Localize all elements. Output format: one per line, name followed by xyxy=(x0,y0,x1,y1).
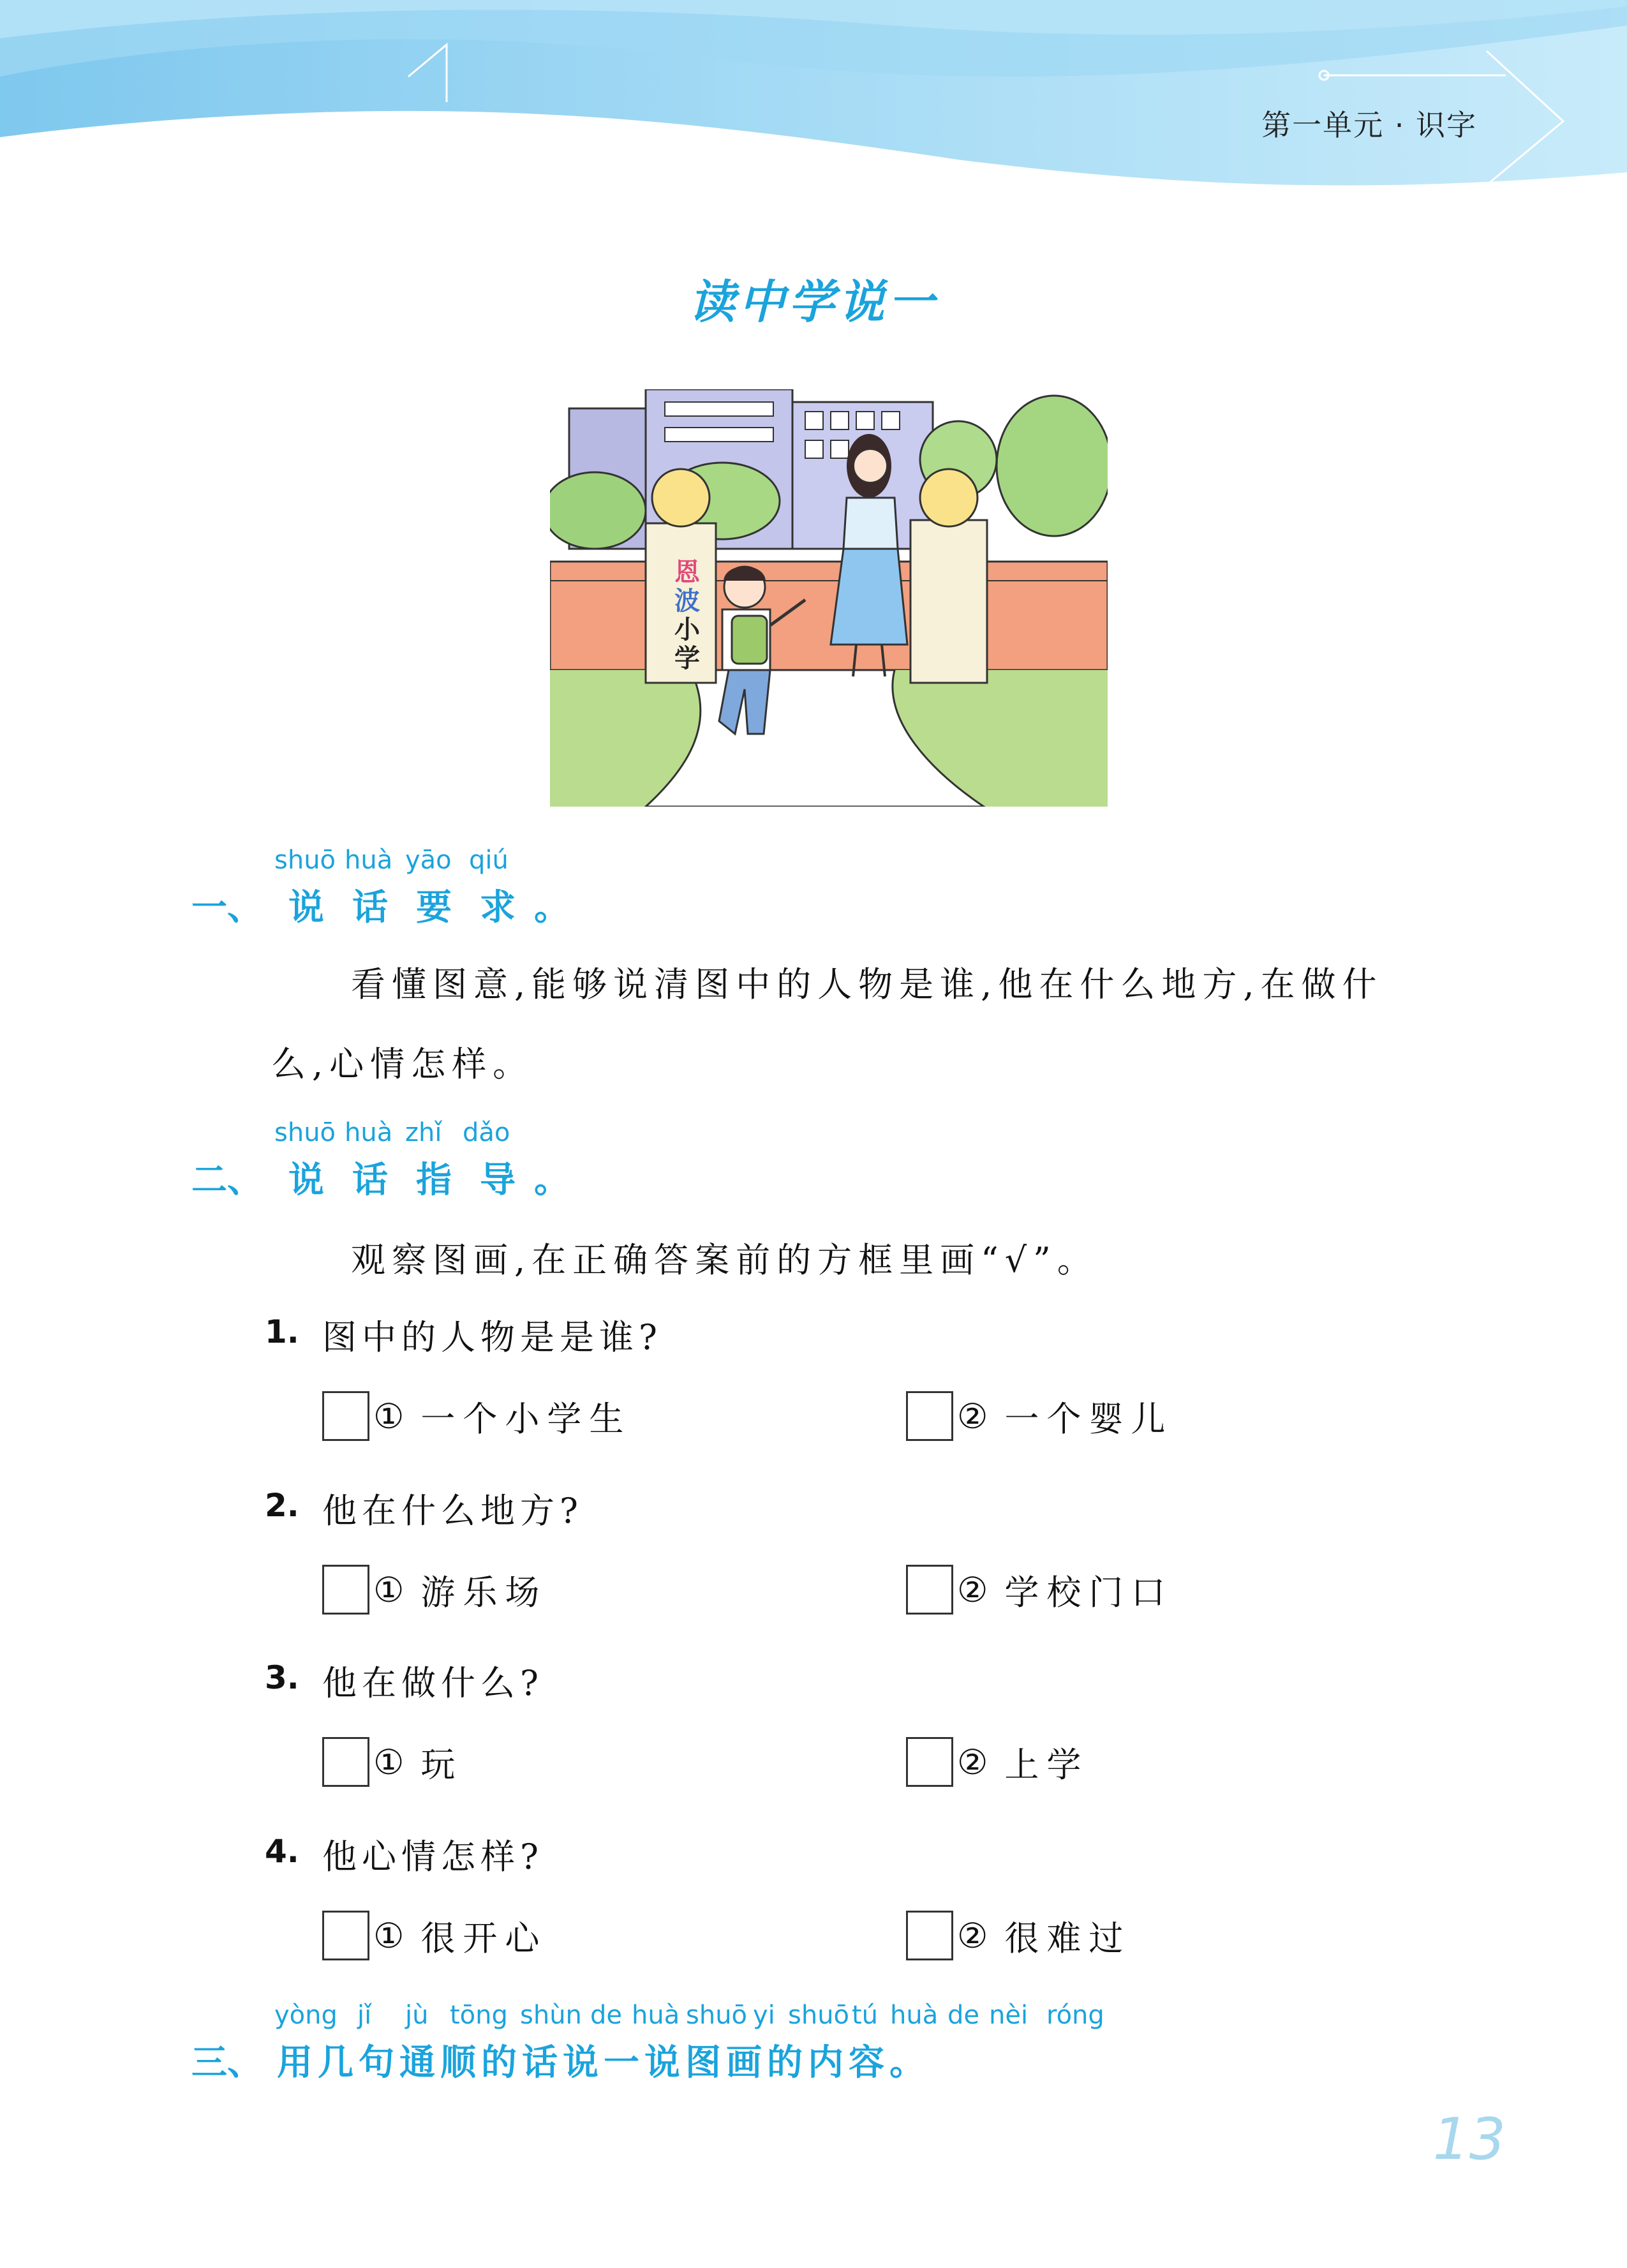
gate-sign-char-1: 恩 xyxy=(674,558,700,587)
heading-char: 容 xyxy=(849,2042,884,2084)
question-4-text: 他心情怎样? xyxy=(322,1837,544,1877)
question-4-option-2[interactable] xyxy=(906,1911,1131,1960)
pinyin-syllable: zhǐ xyxy=(405,1118,442,1147)
answer-checkbox[interactable] xyxy=(322,1911,369,1960)
question-2-option-1[interactable] xyxy=(322,1565,547,1615)
pinyin-syllable: shuō xyxy=(686,2001,748,2030)
answer-checkbox[interactable] xyxy=(322,1737,369,1787)
heading-char: 用 xyxy=(277,2042,313,2084)
gate-sign-char-2: 波 xyxy=(674,586,700,616)
heading-char: 句 xyxy=(359,2042,394,2084)
heading-char: 的 xyxy=(481,2042,517,2084)
question-3-option-2[interactable] xyxy=(906,1737,1088,1787)
pinyin-syllable: nèi xyxy=(989,2001,1029,2030)
pinyin-syllable: de xyxy=(947,2001,979,2030)
heading-char: 说 xyxy=(288,887,324,929)
pinyin-syllable: shuō xyxy=(274,846,336,875)
question-1-number: 1. xyxy=(265,1313,299,1350)
option-text: 一个婴儿 xyxy=(1004,1398,1173,1439)
answer-checkbox[interactable] xyxy=(906,1565,953,1615)
answer-checkbox[interactable] xyxy=(322,1391,369,1441)
option-text: 游乐场 xyxy=(420,1572,547,1613)
heading-char: 指 xyxy=(416,1160,452,1201)
heading-char: 图 xyxy=(685,2042,721,2084)
option-number: ② xyxy=(957,1569,988,1610)
pinyin-syllable: shuō xyxy=(788,2001,850,2030)
pinyin-syllable: shùn xyxy=(520,2001,582,2030)
pinyin-syllable: de xyxy=(590,2001,622,2030)
heading-char: 。 xyxy=(534,887,570,929)
page-title: 读中学说一 xyxy=(688,275,938,329)
pinyin-syllable: yòng xyxy=(274,2001,338,2030)
heading-char: 内 xyxy=(808,2042,843,2084)
section-1-heading xyxy=(191,879,574,930)
section-number: 一、 xyxy=(191,887,263,929)
heading-char: 说 xyxy=(288,1160,324,1201)
option-number: ① xyxy=(373,1742,405,1782)
pinyin-syllable: róng xyxy=(1046,2001,1104,2030)
question-3-text: 他在做什么? xyxy=(322,1663,544,1703)
heading-char: 顺 xyxy=(440,2042,476,2084)
pinyin-syllable: yāo xyxy=(405,846,452,875)
pinyin-syllable: tú xyxy=(852,2001,879,2030)
question-1-option-2[interactable] xyxy=(906,1391,1173,1441)
option-number: ① xyxy=(373,1915,405,1956)
pinyin-syllable: qiú xyxy=(469,846,509,875)
section-2-pinyin xyxy=(274,1118,520,1147)
gate-sign-char-3: 小 xyxy=(674,615,700,645)
section-1-pinyin xyxy=(274,846,526,875)
option-number: ② xyxy=(957,1915,988,1956)
pinyin-syllable: shuō xyxy=(274,1118,336,1147)
question-2-text: 他在什么地方? xyxy=(322,1491,583,1531)
heading-char: 求 xyxy=(480,887,516,929)
heading-char: 要 xyxy=(416,887,452,929)
answer-checkbox[interactable] xyxy=(906,1737,953,1787)
school-gate-illustration xyxy=(550,389,1108,807)
option-number: ① xyxy=(373,1396,405,1436)
heading-char: 说 xyxy=(563,2042,598,2084)
gate-sign-char-4: 学 xyxy=(674,644,700,673)
pinyin-syllable: huà xyxy=(890,2001,939,2030)
heading-char: 一 xyxy=(604,2042,639,2084)
question-4-number: 4. xyxy=(265,1833,299,1870)
heading-char: 。 xyxy=(534,1160,570,1201)
section-2-instruction: 观察图画,在正确答案前的方框里画“√”。 xyxy=(351,1240,1098,1280)
pinyin-syllable: yi xyxy=(753,2001,775,2030)
heading-char: 。 xyxy=(889,2042,925,2084)
option-number: ② xyxy=(957,1742,988,1782)
pinyin-syllable: huà xyxy=(345,846,393,875)
question-3-option-1[interactable] xyxy=(322,1737,463,1787)
option-number: ① xyxy=(373,1569,405,1610)
option-text: 玩 xyxy=(420,1744,463,1785)
answer-checkbox[interactable] xyxy=(906,1911,953,1960)
option-text: 一个小学生 xyxy=(420,1398,632,1439)
heading-char: 话 xyxy=(522,2042,558,2084)
question-3-number: 3. xyxy=(265,1659,299,1696)
pinyin-syllable: dǎo xyxy=(463,1118,510,1147)
pinyin-syllable: jǐ xyxy=(357,2001,372,2030)
question-4-option-1[interactable] xyxy=(322,1911,547,1960)
pinyin-syllable: jù xyxy=(405,2001,429,2030)
heading-char: 通 xyxy=(399,2042,435,2084)
question-2-option-2[interactable] xyxy=(906,1565,1173,1615)
heading-char: 的 xyxy=(767,2042,803,2084)
header-wave-banner xyxy=(0,0,1627,191)
pinyin-syllable: huà xyxy=(632,2001,680,2030)
section-number: 三、 xyxy=(191,2042,263,2084)
section-number: 二、 xyxy=(191,1160,263,1201)
option-text: 很开心 xyxy=(420,1918,547,1958)
heading-char: 几 xyxy=(318,2042,353,2084)
heading-char: 话 xyxy=(352,887,388,929)
unit-label: 第一单元 · 识字 xyxy=(1261,108,1477,142)
heading-char: 导 xyxy=(480,1160,516,1201)
section-2-heading xyxy=(191,1152,574,1203)
question-2-number: 2. xyxy=(265,1487,299,1524)
option-text: 上学 xyxy=(1004,1744,1089,1785)
question-1-option-1[interactable] xyxy=(322,1391,631,1441)
question-1-text: 图中的人物是是谁? xyxy=(322,1317,662,1357)
section-3-pinyin xyxy=(274,2001,1110,2030)
heading-char: 说 xyxy=(644,2042,680,2084)
option-text: 很难过 xyxy=(1004,1918,1131,1958)
page-number: 13 xyxy=(1432,2106,1506,2173)
section-1-body-line1: 看懂图意,能够说清图中的人物是谁,他在什么地方,在做什 xyxy=(351,964,1383,1004)
section-1-body-line2: 么,心情怎样。 xyxy=(271,1044,534,1084)
pinyin-syllable: tōng xyxy=(450,2001,508,2030)
answer-checkbox[interactable] xyxy=(322,1565,369,1615)
answer-checkbox[interactable] xyxy=(906,1391,953,1441)
pinyin-syllable: huà xyxy=(345,1118,393,1147)
heading-char: 画 xyxy=(726,2042,762,2084)
option-text: 学校门口 xyxy=(1004,1572,1173,1613)
heading-char: 话 xyxy=(352,1160,388,1201)
section-3-heading xyxy=(191,2034,928,2085)
option-number: ② xyxy=(957,1396,988,1436)
